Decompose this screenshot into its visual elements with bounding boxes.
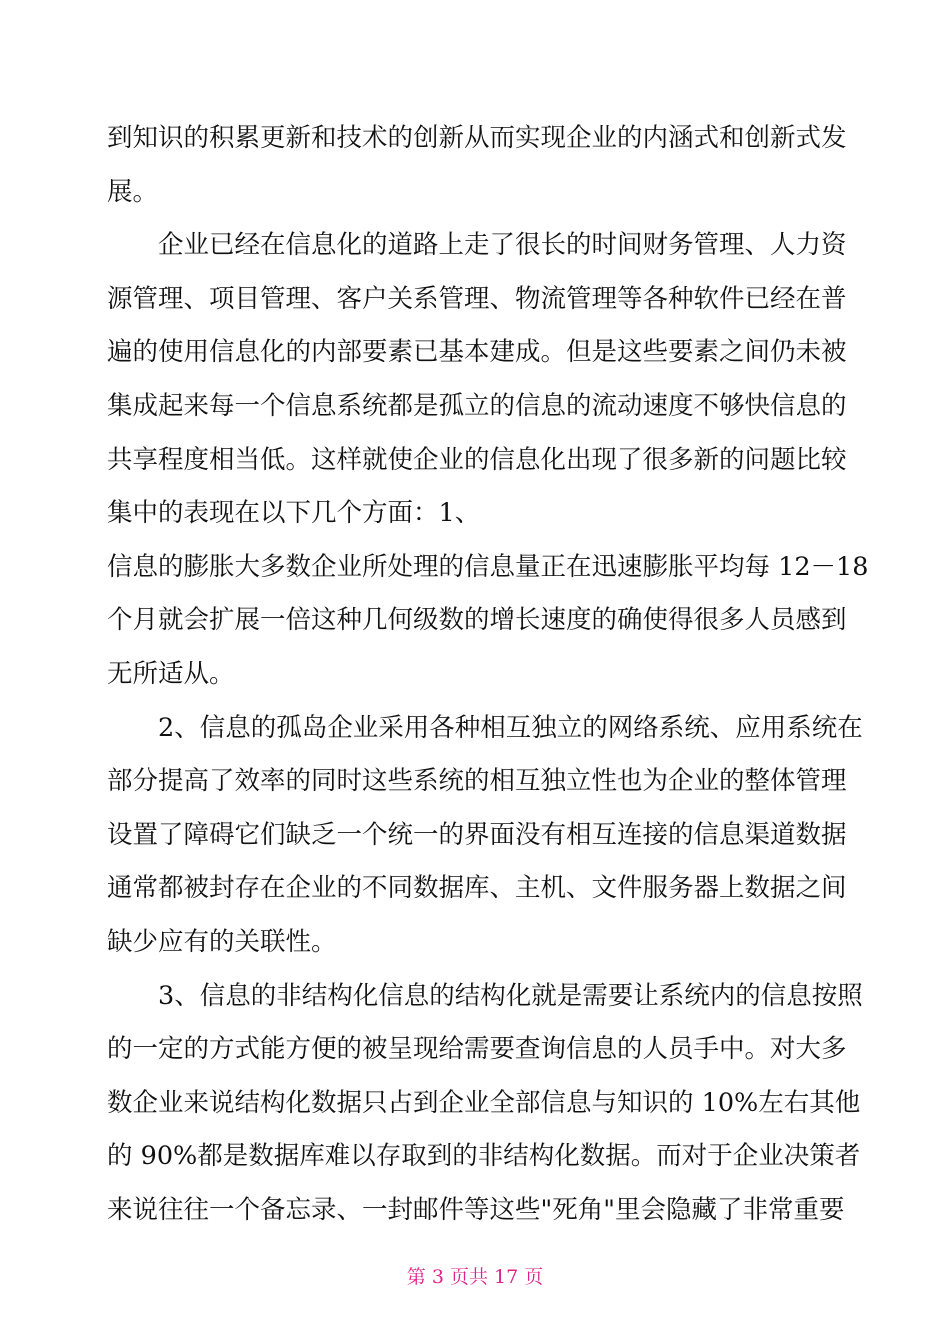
text-line: 来说往往一个备忘录、一封邮件等这些"死角"里会隐藏了非常重要 (107, 1194, 845, 1225)
text-line: 展。 (107, 176, 159, 207)
text-line: 的 90%都是数据库难以存取到的非结构化数据。而对于企业决策者 (107, 1141, 861, 1172)
text-line: 无所适从。 (107, 658, 235, 689)
text-line: 2、信息的孤岛企业采用各种相互独立的网络系统、应用系统在 (158, 712, 863, 743)
text-line: 部分提高了效率的同时这些系统的相互独立性也为企业的整体管理 (107, 766, 847, 797)
text-line: 共享程度相当低。这样就使企业的信息化出现了很多新的问题比较 (107, 444, 847, 475)
text-line: 缺少应有的关联性。 (107, 926, 337, 957)
text-line: 3、信息的非结构化信息的结构化就是需要让系统内的信息按照 (158, 980, 863, 1011)
text-line: 遍的使用信息化的内部要素已基本建成。但是这些要素之间仍未被 (107, 337, 847, 368)
text-line: 源管理、项目管理、客户关系管理、物流管理等各种软件已经在普 (107, 283, 847, 314)
text-line: 设置了障碍它们缺乏一个统一的界面没有相互连接的信息渠道数据 (107, 819, 847, 850)
body-text (107, 112, 869, 1237)
text-line: 通常都被封存在企业的不同数据库、主机、文件服务器上数据之间 (107, 873, 847, 904)
text-line: 集成起来每一个信息系统都是孤立的信息的流动速度不够快信息的 (107, 390, 847, 421)
page-number-footer: 第 3 页共 17 页 (406, 1266, 544, 1288)
text-line: 数企业来说结构化数据只占到企业全部信息与知识的 10%左右其他 (107, 1087, 861, 1118)
text-line: 的一定的方式能方便的被呈现给需要查询信息的人员手中。对大多 (107, 1034, 847, 1065)
text-line: 信息的膨胀大多数企业所处理的信息量正在迅速膨胀平均每 12－18 (107, 551, 869, 582)
text-line: 个月就会扩展一倍这种几何级数的增长速度的确使得很多人员感到 (107, 605, 847, 636)
text-line: 到知识的积累更新和技术的创新从而实现企业的内涵式和创新式发 (107, 123, 847, 153)
text-line: 集中的表现在以下几个方面：1、 (107, 498, 481, 529)
text-line: 企业已经在信息化的道路上走了很长的时间财务管理、人力资 (158, 230, 847, 261)
